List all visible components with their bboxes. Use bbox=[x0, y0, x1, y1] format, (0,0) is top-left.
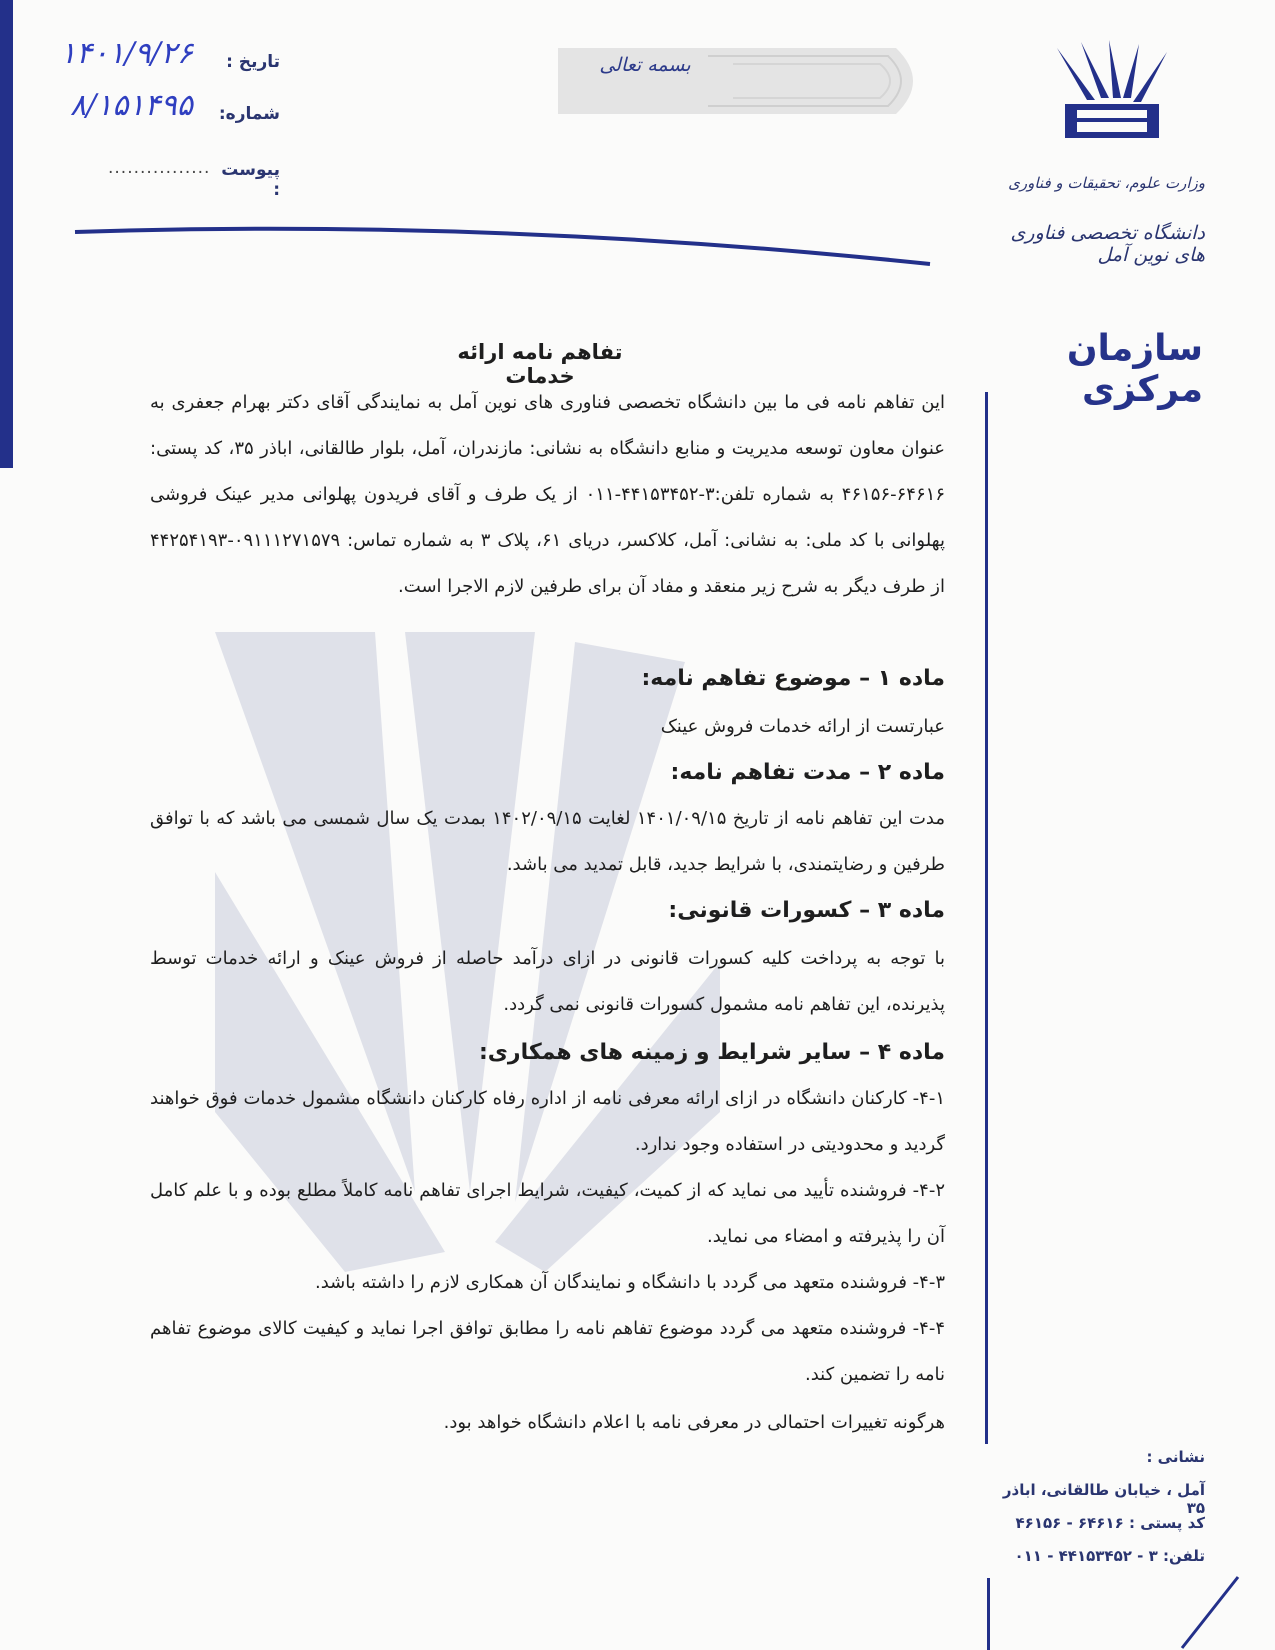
right-border-line bbox=[985, 392, 988, 1444]
header-divider-curve bbox=[70, 220, 940, 280]
article-1-title: ماده ۱ – موضوع تفاهم نامه: bbox=[641, 666, 945, 691]
university-name: دانشگاه تخصصی فناوری های نوین آمل bbox=[1010, 222, 1205, 266]
article-4-item: ۴-۴- فروشنده متعهد می گردد موضوع تفاهم نامه را مطابق توافق اجرا نماید و کیفیت کالای موضوع تفاهم نامه را تضمین کند. bbox=[150, 1318, 945, 1385]
date-label: تاریخ : bbox=[226, 52, 280, 72]
article-4-item: ۴-۲- فروشنده تأیید می نماید که از کمیت، کیفیت، شرایط اجرای تفاهم نامه کاملاً مطلع بوده و با علم کامل آن را پذیرفته و امضاء می نماید. bbox=[150, 1180, 945, 1247]
article-2-title: ماده ۲ – مدت تفاهم نامه: bbox=[670, 760, 945, 785]
closing-paragraph: هرگونه تغییرات احتمالی در معرفی نامه با اعلام دانشگاه خواهد بود. bbox=[443, 1412, 945, 1433]
article-4-body bbox=[150, 1076, 945, 1398]
right-border-line-bottom bbox=[987, 1578, 990, 1650]
org-unit-title: سازمان مرکزی bbox=[1066, 328, 1203, 410]
address-line: آمل ، خیابان طالقانی، اباذر ۳۵ bbox=[1002, 1481, 1205, 1517]
article-4-title: ماده ۴ – سایر شرایط و زمینه های همکاری: bbox=[478, 1040, 945, 1065]
corner-decoration bbox=[1180, 1575, 1240, 1650]
attachment-value: ................ bbox=[108, 158, 211, 178]
date-value: ۱۴۰۱/۹/۲۶ bbox=[60, 36, 194, 71]
article-3-title: ماده ۳ – کسورات قانونی: bbox=[668, 898, 945, 923]
article-3-body: با توجه به پرداخت کلیه کسورات قانونی در ازای درآمد حاصله از فروش عینک و ارائه خدمات توسط پذیرنده، این تفاهم نامه مشمول کسورات قانونی نمی گردد. bbox=[150, 948, 945, 1015]
address-title: نشانی : bbox=[1146, 1448, 1205, 1466]
university-logo-icon bbox=[1055, 40, 1170, 140]
article-4-item: ۴-۳- فروشنده متعهد می گردد با دانشگاه و نمایندگان آن همکاری لازم را داشته باشد. bbox=[315, 1272, 945, 1293]
bismillah-text: بسمه تعالی bbox=[599, 54, 691, 76]
ministry-name: وزارت علوم، تحقیقات و فناوری bbox=[1008, 174, 1205, 192]
number-label: شماره: bbox=[218, 104, 280, 124]
article-1-body: عبارتست از ارائه خدمات فروش عینک bbox=[660, 716, 945, 737]
article-4-item: ۴-۱- کارکنان دانشگاه در ازای ارائه معرفی نامه از اداره رفاه کارکنان دانشگاه مشمول خدمات فوق خواهند گردید و محدودیتی در استفاده وجود ندارد. bbox=[150, 1088, 945, 1155]
document-title: تفاهم نامه ارائه خدمات bbox=[457, 340, 623, 388]
phone-line: تلفن: ۳ - ۴۴۱۵۳۴۵۲ - ۰۱۱ bbox=[1014, 1547, 1205, 1565]
postal-code-line: کد پستی : ۶۴۶۱۶ - ۴۶۱۵۶ bbox=[1015, 1514, 1205, 1532]
number-value: ۸/۱۵۱۴۹۵ bbox=[70, 88, 193, 123]
attachment-label: پیوست : bbox=[221, 160, 280, 200]
article-2-body: مدت این تفاهم نامه از تاریخ ۱۴۰۱/۰۹/۱۵ لغایت ۱۴۰۲/۰۹/۱۵ بمدت یک سال شمسی می باشد که با توافق طرفین و رضایتمندی، با شرایط جدید، قابل تمدید می باشد. bbox=[150, 808, 946, 875]
left-border-bar bbox=[0, 0, 13, 468]
intro-paragraph: این تفاهم نامه فی ما بین دانشگاه تخصصی فناوری های نوین آمل به نمایندگی آقای دکتر بهرام جعفری به عنوان معاون توسعه مدیریت و منابع دانشگاه به نشانی: مازندران، آمل، بلوار طالقانی، اباذر ۳۵، کد پستی: ۶۴۶۱۶-۴۶۱۵۶ به شماره تلفن:۳-۴۴۱۵۳۴۵۲-۰۱۱ از یک طرف و آقای فریدون پهلوانی مدیر عینک فروشی پهلوانی با کد ملی: به نشانی: آمل، کلاکسر، دریای ۶۱، پلاک ۳ به شماره تماس: ۰۹۱۱۱۲۷۱۵۷۹-۴۴۲۵۴۱۹۳ از طرف دیگر به شرح زیر منعقد و مفاد آن برای طرفین لازم الاجرا است. bbox=[150, 392, 945, 597]
